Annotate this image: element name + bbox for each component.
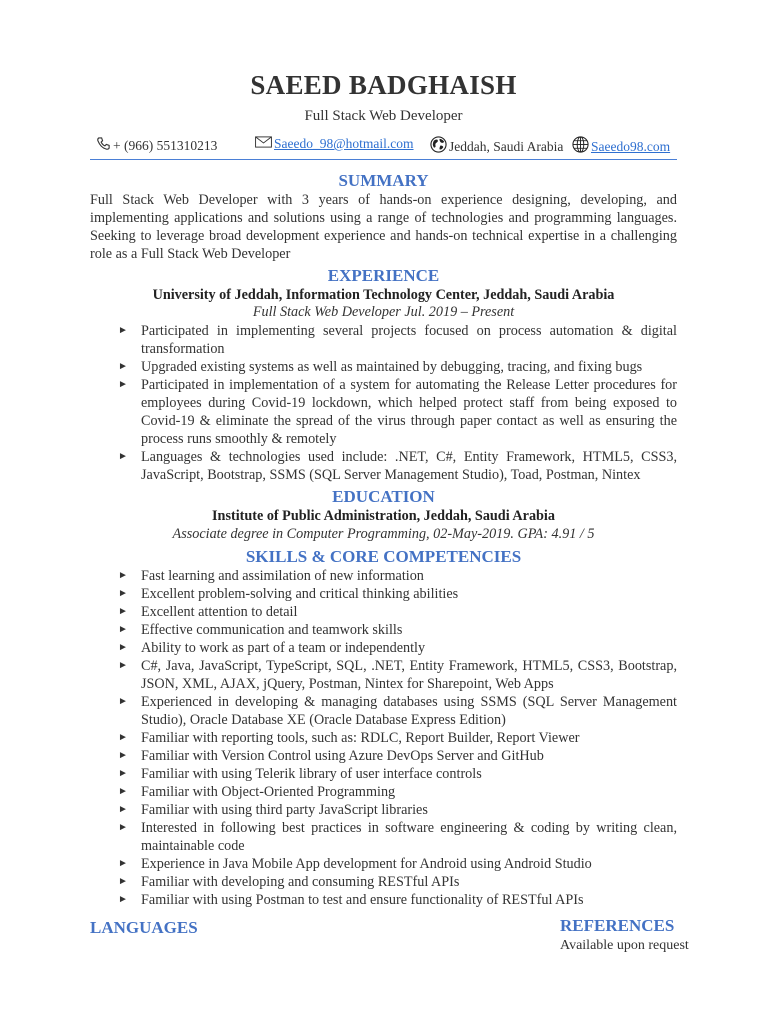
list-item — [90, 873, 677, 891]
bullet-arrow-icon: ► — [118, 732, 128, 743]
list-item-text: Familiar with developing and consuming RESTful APIs — [141, 874, 460, 890]
bullet-arrow-icon: ► — [118, 570, 128, 581]
skills-list — [90, 567, 677, 909]
list-item-text: Experienced in developing & managing databases using SSMS (SQL Server Management Studio), Oracle Database XE (Oracle Database Express Edition) — [141, 694, 677, 728]
list-item-text: Participated in implementation of a system for automating the Release Letter procedures for employees during Covid-19 lockdown, which helped protect staff from being exposed to Covid-19 & eliminate the spread of the virus through paper contact as well as ensuring the process runs smoothly & remotely — [141, 377, 677, 447]
globe-icon — [430, 136, 449, 157]
references-text: Available upon request — [560, 938, 689, 953]
bullet-arrow-icon: ► — [118, 660, 128, 671]
website-link[interactable]: Saeedo98.com — [591, 138, 671, 154]
list-item — [90, 801, 677, 819]
list-item-text: Fast learning and assimilation of new information — [141, 568, 424, 584]
bullet-arrow-icon: ► — [118, 379, 128, 390]
bullet-arrow-icon: ► — [118, 894, 128, 905]
list-item-text: Familiar with using third party JavaScript libraries — [141, 802, 428, 818]
summary-text: Full Stack Web Developer with 3 years of hands-on experience designing, developing, and implementing applications and solutions using a range of technologies and programming languages. Seeking to leverage broad development experience and hands-on technical expertise in a challenging role as a Full Stack Web Developer — [90, 192, 677, 262]
list-item-text: Excellent attention to detail — [141, 604, 298, 620]
bullet-arrow-icon: ► — [118, 858, 128, 869]
list-item-text: Familiar with using Postman to test and ensure functionality of RESTful APIs — [141, 892, 584, 908]
phone-icon — [96, 136, 113, 155]
list-item-text: Effective communication and teamwork skills — [141, 622, 403, 638]
email-link[interactable]: Saeedo_98@hotmail.com — [274, 136, 414, 151]
list-item — [90, 567, 677, 585]
list-item — [90, 891, 677, 909]
list-item-text: Experience in Java Mobile App development for Android using Android Studio — [141, 856, 592, 872]
resume-role: Full Stack Web Developer — [304, 108, 463, 124]
list-item-text: Excellent problem-solving and critical thinking abilities — [141, 586, 459, 602]
header-divider — [90, 159, 677, 160]
education-degree: Associate degree in Computer Programming, 02-May-2019. GPA: 4.91 / 5 — [172, 526, 595, 542]
list-item — [90, 819, 677, 855]
bullet-arrow-icon: ► — [118, 822, 128, 833]
bullet-arrow-icon: ► — [118, 642, 128, 653]
bullet-arrow-icon: ► — [118, 786, 128, 797]
list-item-text: Familiar with Object-Oriented Programming — [141, 784, 396, 800]
skills-heading: SKILLS & CORE COMPETENCIES — [245, 547, 522, 566]
summary-heading: SUMMARY — [338, 171, 429, 190]
list-item — [90, 585, 677, 603]
bullet-arrow-icon: ► — [118, 606, 128, 617]
list-item-text: Familiar with using Telerik library of user interface controls — [141, 766, 482, 782]
bullet-arrow-icon: ► — [118, 768, 128, 779]
experience-heading: EXPERIENCE — [327, 266, 440, 285]
list-item — [90, 765, 677, 783]
languages-heading: LANGUAGES — [90, 918, 198, 937]
bullet-arrow-icon: ► — [118, 588, 128, 599]
bullet-arrow-icon: ► — [118, 624, 128, 635]
bullet-arrow-icon: ► — [118, 876, 128, 887]
bullet-arrow-icon: ► — [118, 750, 128, 761]
list-item — [90, 603, 677, 621]
list-item — [90, 376, 677, 448]
list-item-text: Upgraded existing systems as well as maintained by debugging, tracing, and fixing bugs — [141, 359, 643, 375]
bullet-arrow-icon: ► — [118, 325, 128, 336]
list-item — [90, 783, 677, 801]
experience-org — [90, 287, 677, 304]
list-item-text: Familiar with reporting tools, such as: RDLC, Report Builder, Report Viewer — [141, 730, 580, 746]
contact-phone — [96, 136, 217, 155]
education-heading: EDUCATION — [332, 487, 435, 506]
list-item — [90, 657, 677, 693]
bullet-arrow-icon: ► — [118, 361, 128, 372]
resume-name: SAEED BADGHAISH — [250, 70, 517, 100]
list-item-text: Interested in following best practices in software engineering & coding by writing clean, maintainable code — [141, 820, 677, 854]
experience-list — [90, 322, 677, 484]
list-item — [90, 693, 677, 729]
list-item — [90, 358, 677, 376]
references-heading: REFERENCES — [560, 916, 675, 935]
list-item-text: Languages & technologies used include: .NET, C#, Entity Framework, HTML5, CSS3, JavaScript, Bootstrap, SSMS (SQL Server Management Studio), Toad, Postman, Nintex — [141, 449, 677, 483]
experience-org-name: University of Jeddah, Information Technology Center — [152, 287, 477, 303]
list-item — [90, 639, 677, 657]
phone-number: + (966) 551310213 — [113, 137, 218, 153]
bullet-arrow-icon: ► — [118, 804, 128, 815]
contact-email[interactable] — [255, 136, 414, 152]
bullet-arrow-icon: ► — [118, 696, 128, 707]
education-org: Institute of Public Administration, Jeddah, Saudi Arabia — [212, 508, 555, 524]
contact-location — [430, 136, 563, 157]
experience-position: Full Stack Web Developer Jul. 2019 – Present — [252, 304, 515, 320]
list-item — [90, 448, 677, 484]
contact-website[interactable] — [572, 136, 670, 157]
list-item — [90, 621, 677, 639]
list-item-text: Ability to work as part of a team or independently — [141, 640, 426, 656]
location-text: Jeddah, Saudi Arabia — [449, 138, 564, 154]
list-item-text: C#, Java, JavaScript, TypeScript, SQL, .NET, Entity Framework, HTML5, CSS3, Bootstrap, JSON, XML, AJAX, jQuery, Postman, Nintex for Sharepoint, Web Apps — [141, 658, 677, 692]
list-item-text: Familiar with Version Control using Azure DevOps Server and GitHub — [141, 748, 544, 764]
contact-bar — [96, 136, 677, 156]
web-globe-icon — [572, 136, 591, 157]
list-item — [90, 729, 677, 747]
list-item-text: Participated in implementing several projects focused on process automation & digital transformation — [141, 323, 677, 357]
list-item — [90, 747, 677, 765]
bullet-arrow-icon: ► — [118, 451, 128, 462]
envelope-icon — [255, 136, 274, 152]
experience-org-location: , Jeddah, Saudi Arabia — [476, 287, 615, 303]
list-item — [90, 855, 677, 873]
list-item — [90, 322, 677, 358]
